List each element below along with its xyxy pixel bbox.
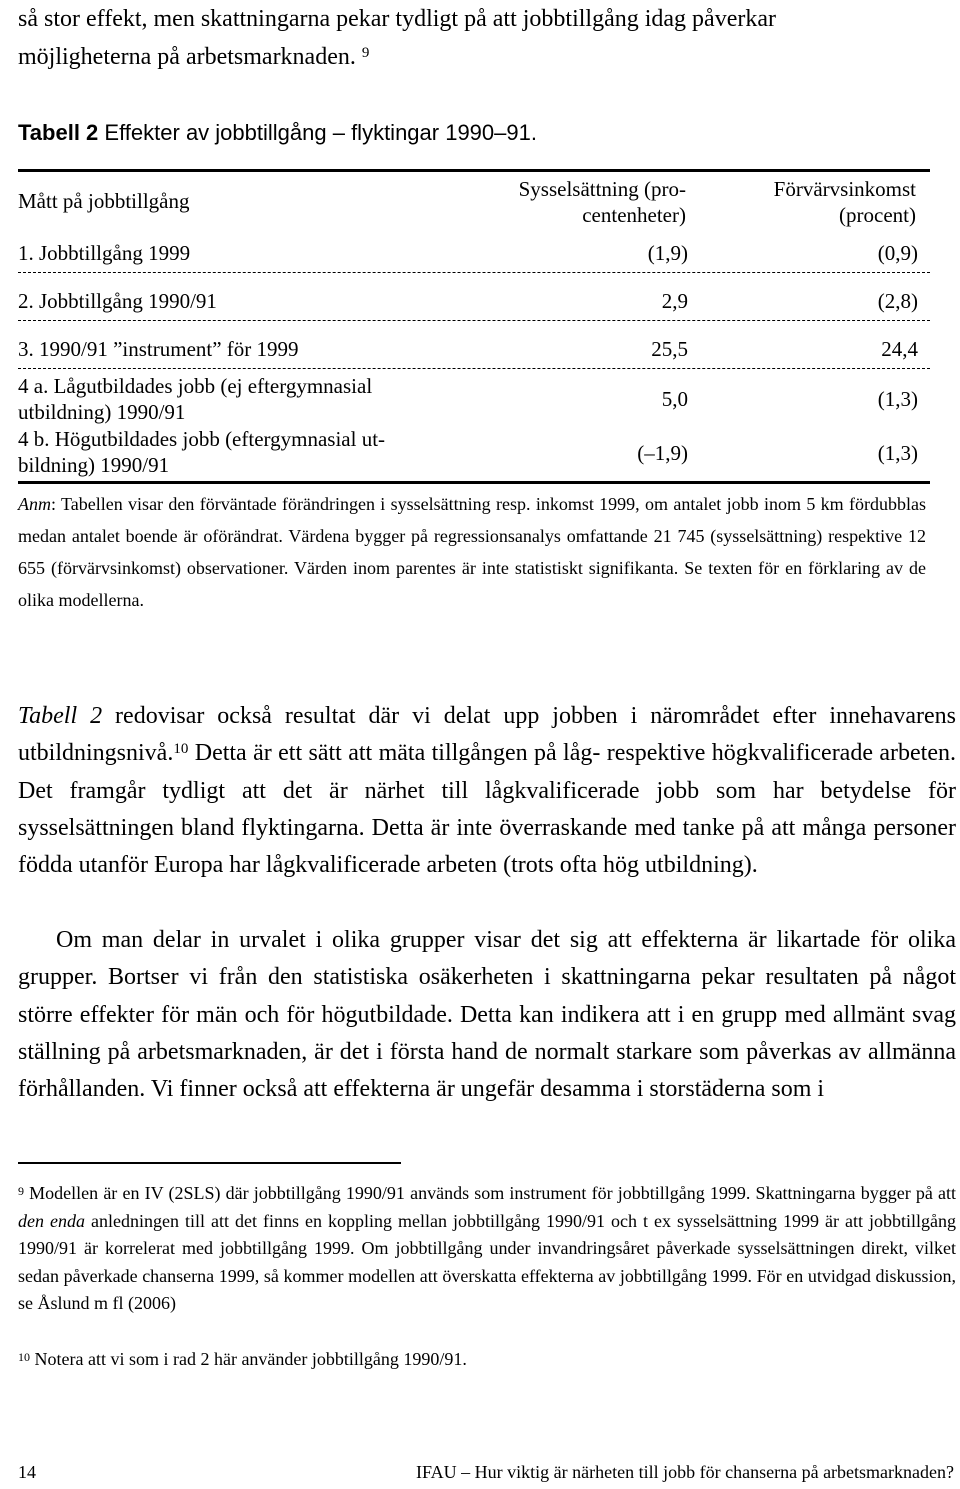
table-row-label: 1. Jobbtillgång 1999 (18, 241, 191, 265)
table-cell-employment: 2,9 (661, 289, 688, 313)
table-cell-income: (2,8) (877, 289, 918, 313)
table-title (18, 120, 537, 146)
table-note (18, 488, 926, 616)
table-cell-employment: 25,5 (651, 337, 688, 361)
intro-line-1: så stor effekt, men skattningarna pekar tydligt på att jobbtillgång idag påverkar (18, 6, 776, 32)
footnote-10: $^{10}$ Notera att vi som i rad 2 här använder jobbtillgång 1990/91. (18, 1349, 467, 1369)
row-divider (18, 368, 930, 369)
table-row-label: 4 a. Lågutbildades jobb (ej eftergymnasial utbildning) 1990/91 (18, 374, 373, 424)
table-title-text: Effekter av jobbtillgång – flyktingar 1990–91. (104, 120, 537, 145)
table-note-text: : Tabellen visar den förväntade förändringen i sysselsättning resp. inkomst 1999, om antalet jobb inom 5 km fördubblas medan antalet boende är oförändrat. Värdena bygger på regressionsanalys omfattande 21 745 (sysselsättning) respektive 12 655 (förvärvsinkomst) observationer. Värden inom parentes är inte statistiskt signifikanta. Se texten för en förklaring av de olika modellerna. (18, 494, 926, 610)
table-cell-income: (1,3) (877, 387, 918, 411)
intro-paragraph (18, 0, 953, 76)
table-title-label: Tabell 2 (18, 120, 99, 145)
row-divider (18, 272, 930, 273)
header-income: Förvärvsinkomst (procent) (773, 177, 916, 227)
footnote-ref-10[interactable]: 10 (173, 741, 189, 758)
table-cell-employment: 5,0 (661, 387, 688, 411)
table-row-label: 2. Jobbtillgång 1990/91 (18, 289, 217, 313)
footnote-9: $^9$ Modellen är en IV (2SLS) där jobbtillgång 1990/91 används som instrument för jobbtillgång 1999. Skattningarna bygger på att den enda anledningen till att det finns en koppling mellan jobbtillgång 1990/91 och t ex sysselsättning 1999 är att jobbtillgång 1990/91 är korrelerat med jobbtillgång 1999. Om jobbtillgång under invandringsåret påverkade sysselsättningen direkt, vilket sedan påverkade chanserna 1999, så kommer modellen att överskatta effekterna av jobbtillgång 1999. För en utvidgad diskussion, se Åslund m fl (2006) (18, 1183, 957, 1314)
table-row-label: 4 b. Högutbildades jobb (eftergymnasial ut- bildning) 1990/91 (18, 427, 386, 477)
table-cell-income: 24,4 (881, 337, 918, 361)
page-number: 14 (18, 1462, 36, 1482)
table-cell-employment: (1,9) (647, 241, 688, 265)
table-top-rule (18, 169, 930, 172)
header-employment: Sysselsättning (pro- centenheter) (518, 177, 686, 227)
row-divider (18, 320, 930, 321)
table-reference: Tabell 2 (18, 703, 103, 729)
intro-line-2: möjligheterna på arbetsmarknaden. $^9$ (18, 44, 370, 70)
footnote-ref-9[interactable]: 9 (361, 45, 370, 61)
table-cell-employment: (–1,9) (637, 441, 688, 465)
body-paragraph-1: Tabell 2 redovisar också resultat där vi delat upp jobben i närområdet efter innehavarens utbildningsnivå.$^{10}$ Detta är ett sätt att mäta tillgången på låg- respektive högkvalificerade arbeten. Det framgår tydligt att det är närhet till lågkvalificerade jobb som har betydelse för sysselsättningen bland flyktingarna. Detta är inte överraskande med tanke på att många personer födda utanför Europa har lågkvalificerade arbeten (trots ofta hög utbildning). (18, 703, 956, 879)
footnote-number: 10 (18, 1350, 30, 1364)
header-measure: Mått på jobbtillgång (18, 189, 190, 213)
table-note-key: Anm (18, 494, 51, 514)
running-title: IFAU – Hur viktig är närheten till jobb för chanserna på arbetsmarknaden? (416, 1462, 954, 1482)
footnote-number: 9 (18, 1184, 24, 1198)
body-paragraph-2: Om man delar in urvalet i olika grupper visar det sig att effekterna är likartade för olika grupper. Bortser vi från den statistiska osäkerheten i skattningarna pekar resultaten på något större effekter för män och för högutbildade. Detta kan indikera att i en grupp med allmänt svag ställning på arbetsmarknaden, är det i första hand de normalt starkare som påverkas av allmänna förhållanden. Vi finner också att effekterna är ungefär desamma i storstäderna som i (18, 927, 956, 1103)
footnote-separator (18, 1162, 401, 1164)
table-row-label: 3. 1990/91 ”instrument” för 1999 (18, 337, 299, 361)
table-bottom-rule (18, 481, 930, 484)
table-cell-income: (1,3) (877, 441, 918, 465)
table-cell-income: (0,9) (877, 241, 918, 265)
